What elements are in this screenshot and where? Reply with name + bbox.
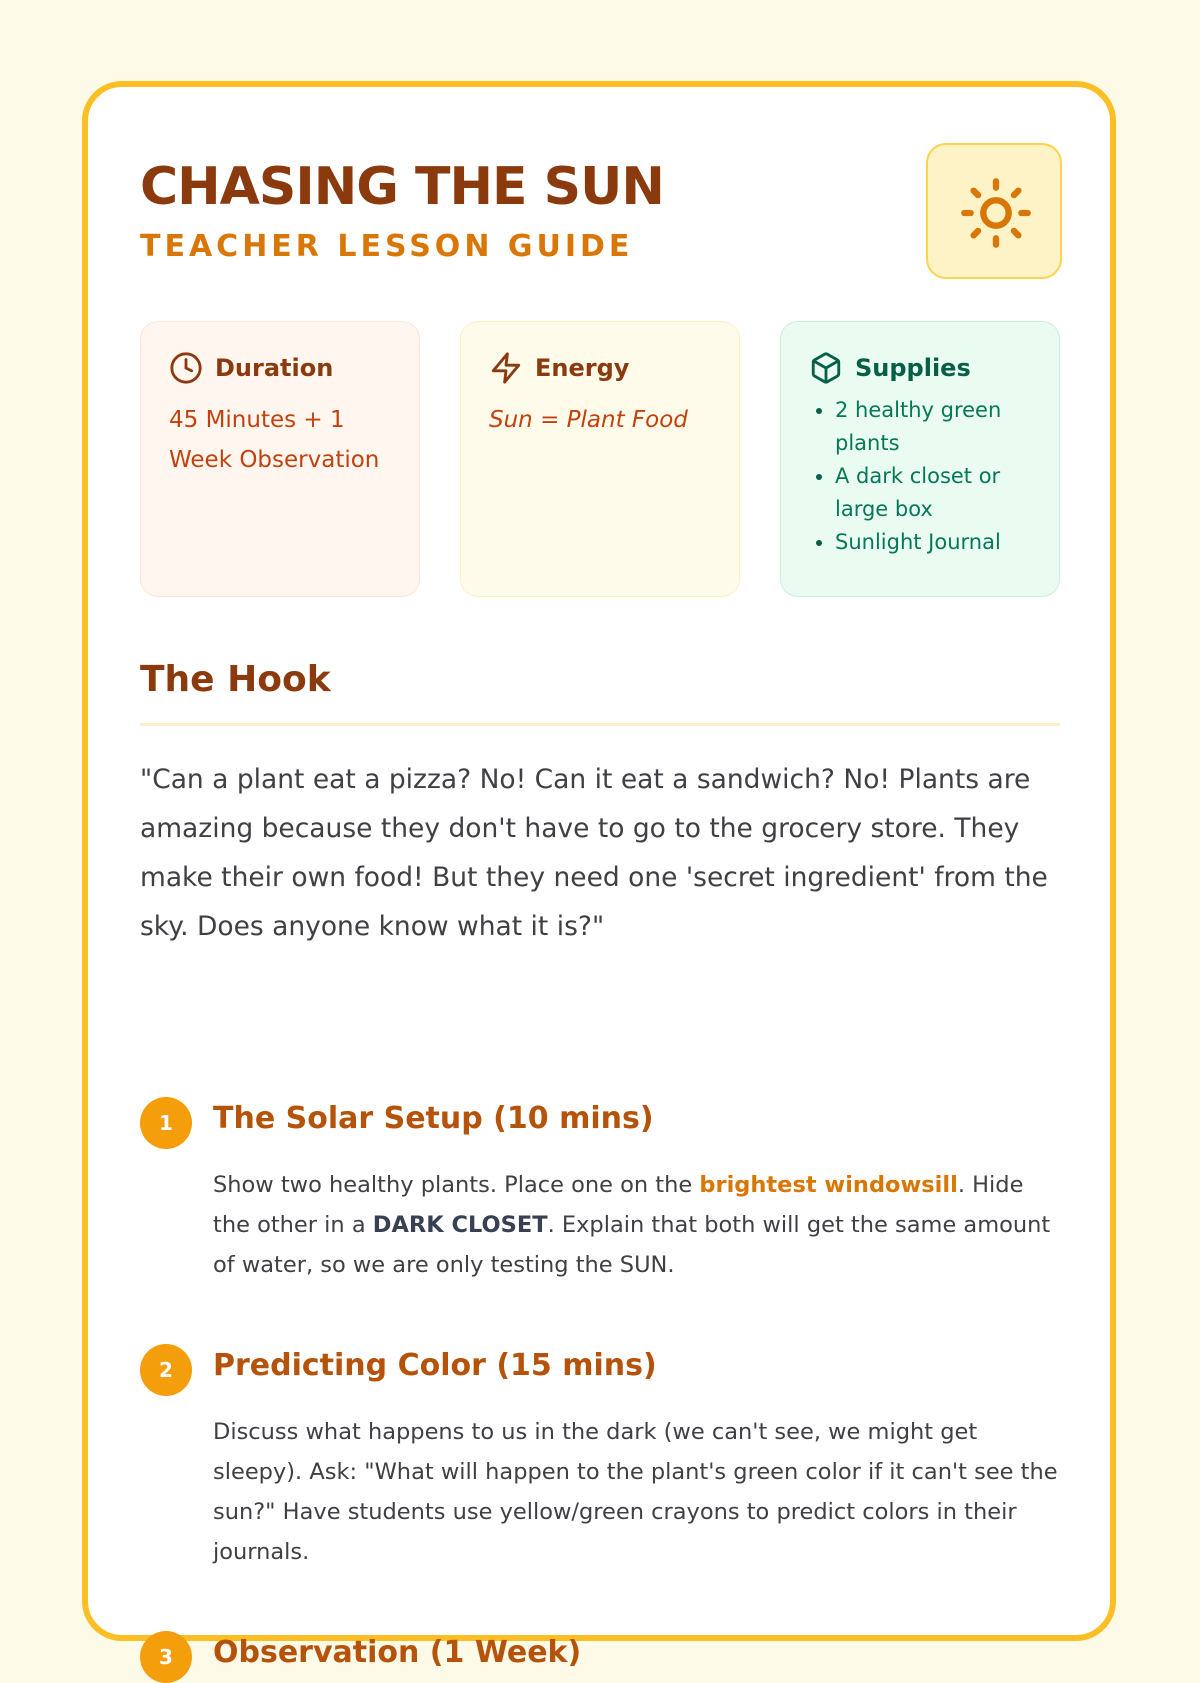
step-number-badge: 1 <box>140 1097 192 1149</box>
step-text-part: . Explain that both will get the same amount of water, so we are only testing the SUN. <box>213 1212 1051 1278</box>
box-icon <box>809 351 843 385</box>
supplies-list <box>809 394 1035 559</box>
page-title: CHASING THE SUN <box>140 157 664 217</box>
step-number-badge: 2 <box>140 1344 192 1396</box>
energy-label: Energy <box>535 354 630 382</box>
step-title: Observation (1 Week) <box>213 1635 582 1670</box>
energy-card <box>460 321 740 597</box>
duration-card <box>140 321 420 597</box>
energy-value: Sun = Plant Food <box>489 407 688 433</box>
duration-value: 45 Minutes + 1 Week Observation <box>169 407 380 473</box>
supply-item: • 2 healthy green plants <box>835 394 1035 460</box>
supply-item: • Sunlight Journal <box>835 526 1035 559</box>
sun-icon <box>958 175 1034 251</box>
lightning-icon <box>489 351 523 385</box>
supply-item: • A dark closet or large box <box>835 460 1035 526</box>
lesson-guide-card <box>82 81 1116 1670</box>
step-text-part: Show two healthy plants. Place one on the <box>213 1172 700 1198</box>
highlight-dark-closet: DARK CLOSET <box>372 1212 548 1238</box>
step-text <box>213 1165 1063 1285</box>
step-number-badge: 3 <box>140 1631 192 1683</box>
step-text-part: . Hide the other in a <box>213 1172 1024 1238</box>
duration-label: Duration <box>215 354 334 382</box>
step-title: The Solar Setup (10 mins) <box>213 1101 654 1136</box>
energy-header <box>489 350 715 386</box>
supplies-label: Supplies <box>855 354 971 382</box>
page-subtitle: TEACHER LESSON GUIDE <box>140 229 634 264</box>
section-divider <box>140 723 1060 726</box>
supplies-header <box>809 350 1035 386</box>
hook-title: The Hook <box>140 659 331 700</box>
supplies-card <box>780 321 1060 597</box>
sun-badge <box>926 143 1062 279</box>
clock-icon <box>169 351 203 385</box>
duration-header <box>169 350 395 386</box>
step-text: Discuss what happens to us in the dark (we can't see, we might get sleepy). Ask: "What will happen to the plant's green color if it can't see the sun?" Have students use yellow/green crayons to predict colors in their journals. <box>213 1419 1058 1565</box>
step-title: Predicting Color (15 mins) <box>213 1348 657 1383</box>
hook-text: "Can a plant eat a pizza? No! Can it eat a sandwich? No! Plants are amazing because they don't have to go to the grocery store. They make their own food! But they need one 'secret ingredient' from the sky. Does anyone know what it is?" <box>140 764 1048 942</box>
highlight-windowsill: brightest windowsill <box>699 1172 958 1198</box>
